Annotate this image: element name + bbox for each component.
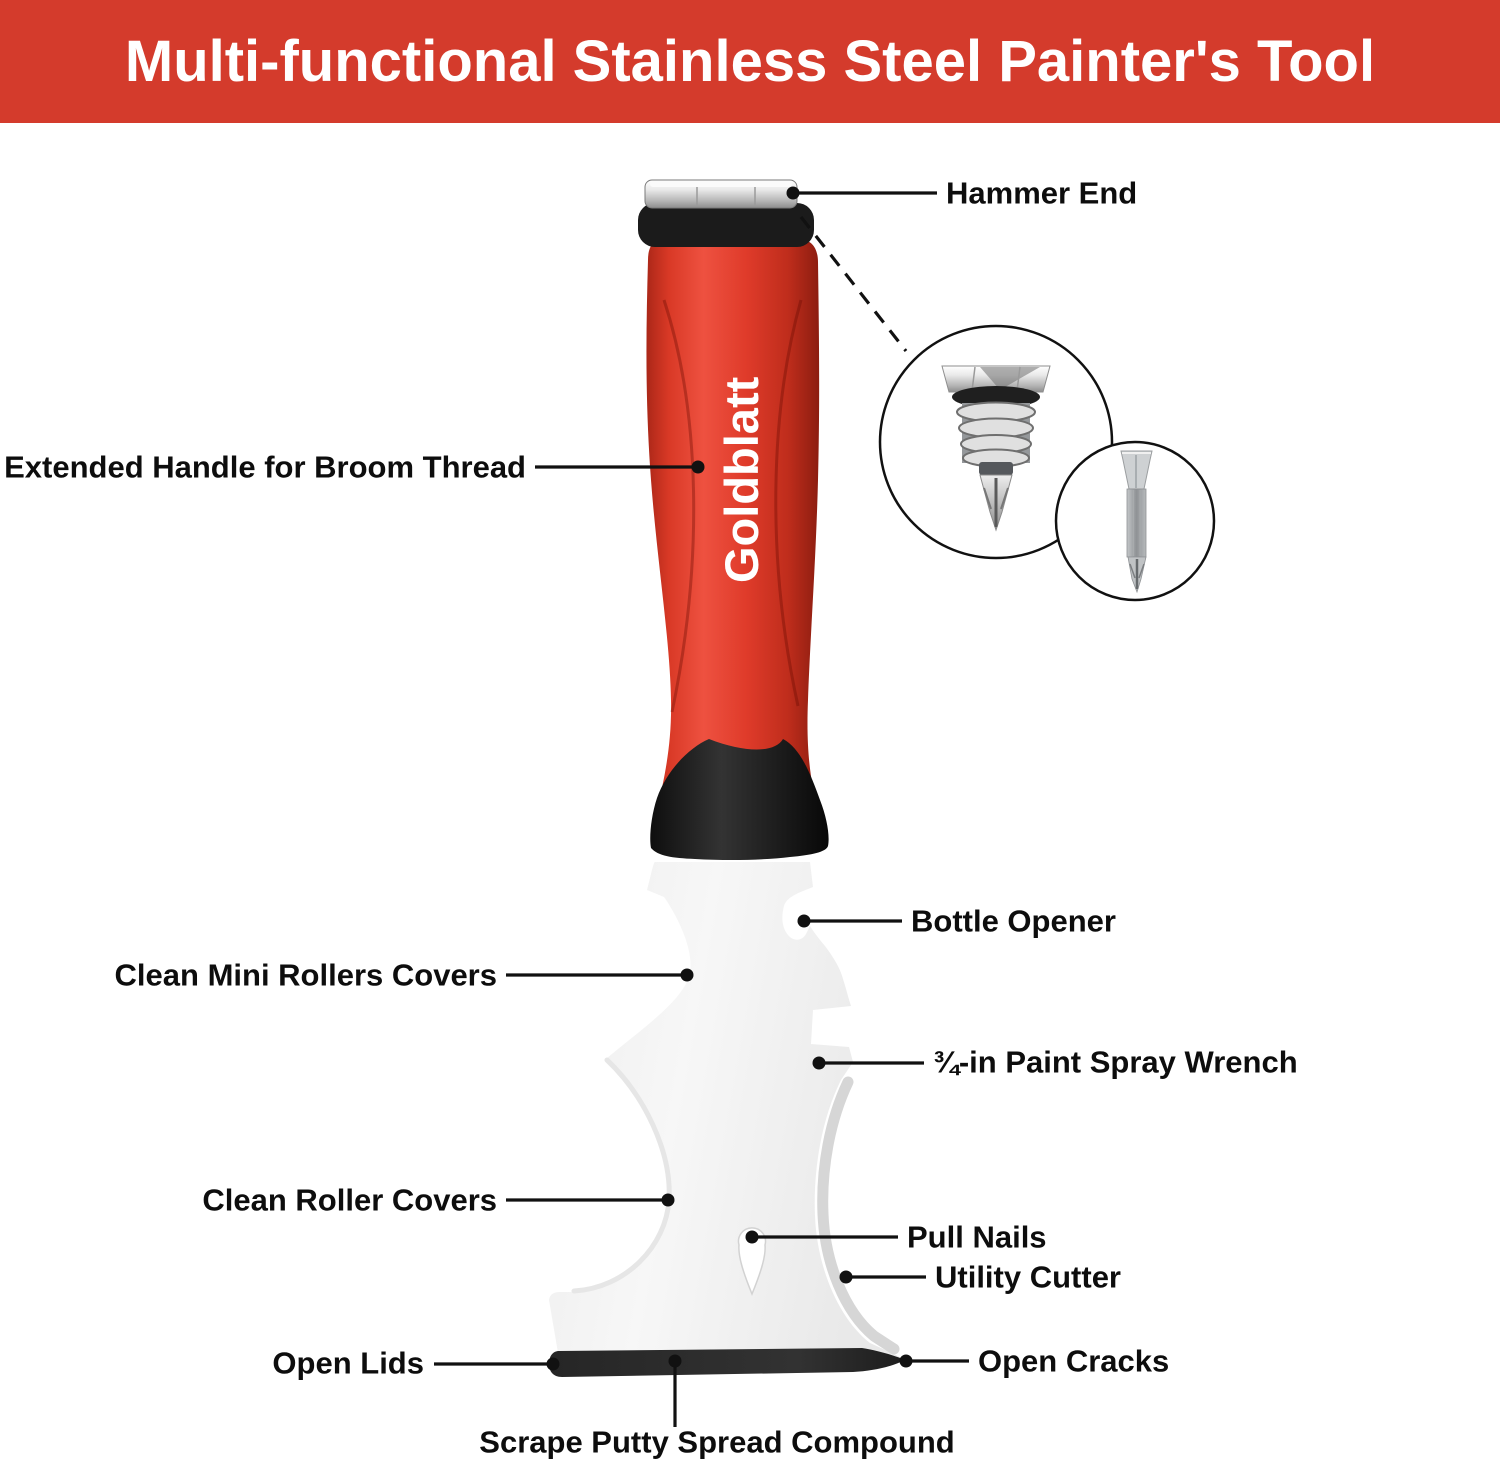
leader-dot — [813, 1057, 826, 1070]
label-bottle-opener: Bottle Opener — [911, 903, 1116, 939]
leader-dot — [900, 1355, 913, 1368]
scraper-edge-strip — [549, 1348, 905, 1377]
label-utility-cutter: Utility Cutter — [935, 1259, 1121, 1295]
leader-dot — [669, 1355, 682, 1368]
stainless-blade — [549, 862, 905, 1377]
bit-collar — [979, 462, 1013, 475]
label-pull-nails: Pull Nails — [907, 1219, 1047, 1255]
leader-dot — [681, 969, 694, 982]
bit-hex-shaft — [1127, 489, 1146, 557]
bit-detail-insets — [801, 217, 1214, 600]
label-clean-mini-rollers: Clean Mini Rollers Covers — [114, 957, 497, 993]
label-clean-roller-covers: Clean Roller Covers — [202, 1182, 497, 1218]
leader-dot — [547, 1358, 560, 1371]
label-paint-spray-wrench: ¾-in Paint Spray Wrench — [933, 1044, 1298, 1080]
label-extended-handle: Extended Handle for Broom Thread — [4, 449, 526, 485]
hammer-top-sheen — [650, 181, 792, 187]
collar-black-band — [638, 203, 814, 247]
handle — [646, 240, 819, 820]
leader-dot — [662, 1194, 675, 1207]
label-open-lids: Open Lids — [272, 1345, 424, 1381]
leader-dot — [746, 1231, 759, 1244]
leader-dot — [692, 461, 705, 474]
brand-logo-text: Goldblatt — [715, 376, 768, 583]
label-scrape-putty: Scrape Putty Spread Compound — [479, 1424, 955, 1460]
label-hammer-end: Hammer End — [946, 175, 1138, 211]
label-open-cracks: Open Cracks — [978, 1343, 1170, 1379]
leader-dot — [840, 1271, 853, 1284]
leader-dot — [798, 915, 811, 928]
page-title: Multi-functional Stainless Steel Painter's Tool — [124, 29, 1376, 94]
leader-dot — [787, 187, 800, 200]
